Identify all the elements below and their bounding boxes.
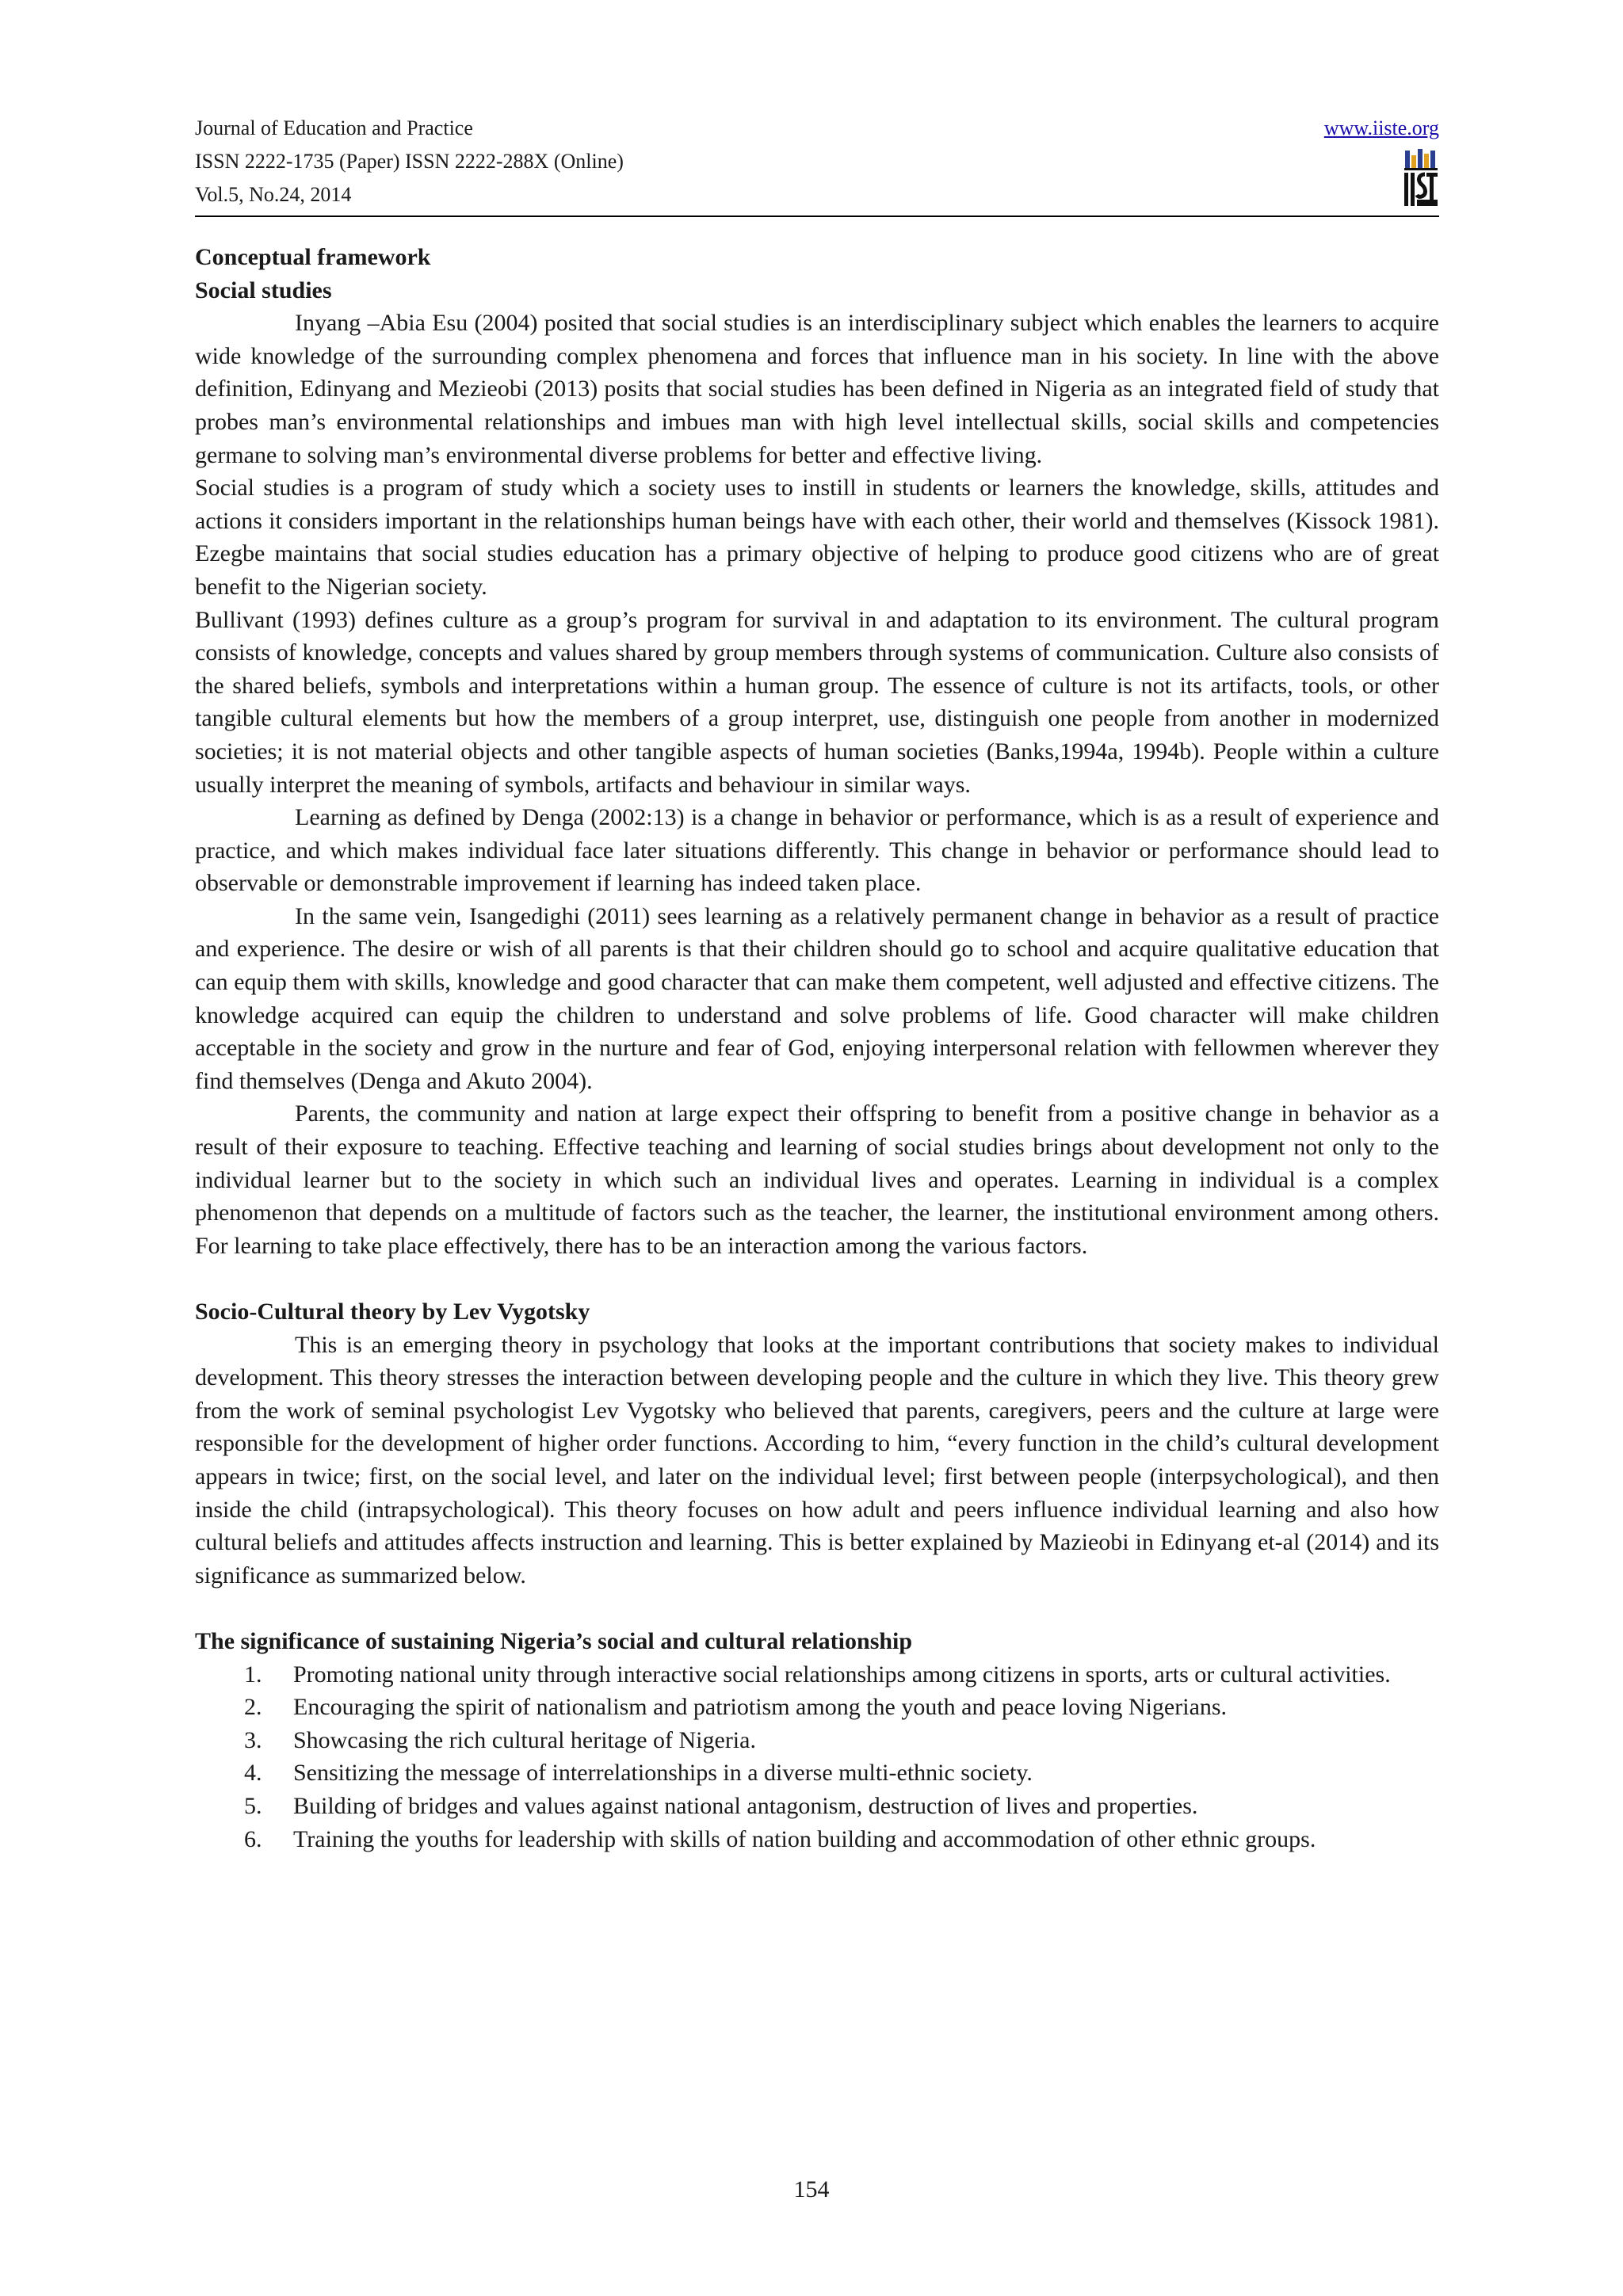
list-item [195, 1790, 1439, 1823]
iiste-logo-icon [1404, 147, 1438, 208]
paragraph: Social studies is a program of study which a society uses to instill in students or learners the knowledge, skills, attitudes and actions it considers important in the relationships human beings have with each other, their world and themselves (Kissock 1981). Ezegbe maintains that social studies education has a primary objective of helping to produce good citizens who are of great benefit to the Nigerian society. [195, 475, 1439, 600]
page-number: 154 [793, 2176, 830, 2203]
list-number: 2. [244, 1694, 262, 1721]
paragraph: Bullivant (1993) defines culture as a group’s program for survival in and adaptation to its environment. The cultural program consists of knowledge, concepts and values shared by group members through systems of communication. Culture also consists of the shared beliefs, symbols and interpretations within a human group. The essence of culture is not its artifacts, tools, or other tangible cultural elements but how the members of a group interpret, use, distinguish one people from another in modernized societies; it is not material objects and other tangible aspects of human societies (Banks,1994a, 1994b). People within a culture usually interpret the meaning of symbols, artifacts and behaviour in similar ways. [195, 606, 1439, 798]
list-item [195, 1756, 1439, 1790]
list-number: 3. [244, 1726, 262, 1753]
journal-header [195, 113, 1439, 214]
list-item-text: Building of bridges and values against national antagonism, destruction of lives and properties. [293, 1792, 1198, 1819]
journal-volume: Vol.5, No.24, 2014 [195, 183, 352, 206]
header-divider [195, 215, 1439, 217]
list-number: 4. [244, 1760, 262, 1787]
paragraph: This is an emerging theory in psychology that looks at the important contributions that society makes to individual development. This theory stresses the interaction between developing people and the culture in which they live. This theory grew from the work of seminal psychologist Lev Vygotsky who believed that parents, caregivers, peers and the culture at large were responsible for the development of higher order functions. According to him, “every function in the child’s cultural development appears in twice; first, on the social level, and later on the individual level; first between people (interpsychological), and then inside the child (intrapsychological). This theory focuses on how adult and peers influence individual learning and also how cultural beliefs and attitudes affects instruction and learning. This is better explained by Mazieobi in Edinyang et-al (2014) and its significance as summarized below. [195, 1331, 1439, 1589]
list-item [195, 1691, 1439, 1724]
list-item-text: Promoting national unity through interactive social relationships among citizens in sports, arts or cultural activities. [293, 1661, 1391, 1688]
paragraph: Inyang –Abia Esu (2004) posited that social studies is an interdisciplinary subject which enables the learners to acquire wide knowledge of the surrounding complex phenomena and forces that influence man in his society. In line with the above definition, Edinyang and Mezieobi (2013) posits that social studies has been defined in Nigeria as an integrated field of study that probes man’s environmental relationships and imbues man with high level intellectual skills, social skills and competencies germane to solving man’s environmental diverse problems for better and effective living. [195, 310, 1439, 468]
spacer [195, 1262, 1439, 1295]
list-number: 1. [244, 1661, 262, 1688]
paragraph: Learning as defined by Denga (2002:13) is a change in behavior or performance, which is as a result of experience and practice, and which makes individual face later situations differently. This change in behavior or performance should lead to observable or demonstrable improvement if learning has indeed taken place. [195, 804, 1439, 897]
website-link[interactable]: www.iiste.org [1323, 116, 1439, 139]
article-body [195, 241, 1439, 1855]
list-item [195, 1658, 1439, 1691]
list-item [195, 1823, 1439, 1856]
list-item [195, 1724, 1439, 1757]
paragraph: Parents, the community and nation at large expect their offspring to benefit from a positive change in behavior as a result of their exposure to teaching. Effective teaching and learning of social studies brings about development not only to the individual learner but to the society in which such an individual lives and operates. Learning in individual is a complex phenomenon that depends on a multitude of factors such as the teacher, the learner, the institutional environment among others. For learning to take place effectively, there has to be an interaction among the various factors. [195, 1100, 1439, 1259]
journal-issn: ISSN 2222-1735 (Paper) ISSN 2222-288X (Online) [195, 150, 624, 173]
subheading-social-studies: Social studies [195, 277, 332, 303]
list-item-text: Showcasing the rich cultural heritage of Nigeria. [293, 1726, 756, 1753]
section-heading-conceptual-framework: Conceptual framework [195, 244, 431, 270]
section-heading-significance: The significance of sustaining Nigeria’s social and cultural relationship [195, 1627, 913, 1654]
spacer [195, 1592, 1439, 1625]
significance-list [195, 1658, 1439, 1856]
list-number: 6. [244, 1825, 262, 1852]
list-number: 5. [244, 1792, 262, 1819]
journal-name: Journal of Education and Practice [195, 116, 473, 139]
list-item-text: Sensitizing the message of interrelationships in a diverse multi-ethnic society. [293, 1760, 1033, 1787]
list-item-text: Training the youths for leadership with skills of nation building and accommodation of other ethnic groups. [293, 1825, 1316, 1852]
section-heading-socio-cultural-theory: Socio-Cultural theory by Lev Vygotsky [195, 1299, 590, 1325]
paragraph: In the same vein, Isangedighi (2011) sees learning as a relatively permanent change in behavior as a result of practice and experience. The desire or wish of all parents is that their children should go to school and acquire qualitative education that can equip them with skills, knowledge and good character that can make them competent, well adjusted and effective citizens. The knowledge acquired can equip the children to understand and solve problems of life. Good character will make children acceptable in the society and grow in the nurture and fear of God, enjoying interpersonal relation with fellowmen wherever they find themselves (Denga and Akuto 2004). [195, 902, 1439, 1094]
list-item-text: Encouraging the spirit of nationalism and patriotism among the youth and peace loving Nigerians. [293, 1694, 1228, 1721]
